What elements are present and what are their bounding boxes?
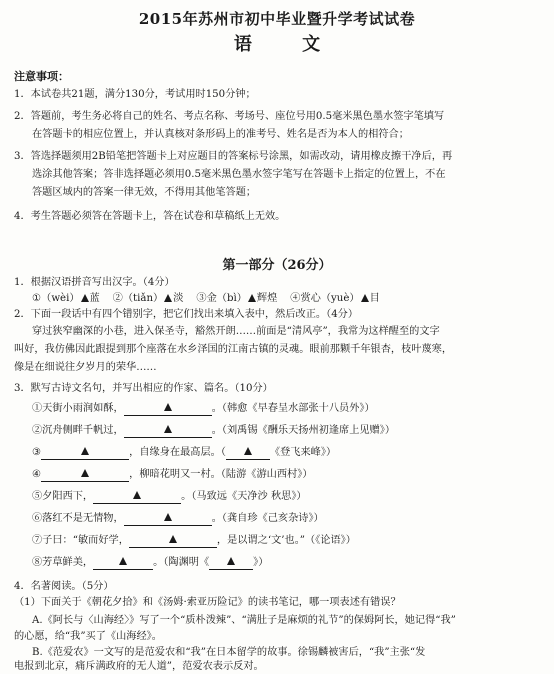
q2-stem: 2．下面一段话中有四个错别字，把它们找出来填入表中，然后改正。（4分） xyxy=(14,309,359,320)
q3-item xyxy=(32,512,324,526)
q1-pinyin-3: ③金（bì） xyxy=(196,293,247,304)
answer-triangle-icon xyxy=(133,491,141,499)
answer-triangle-icon xyxy=(119,557,127,565)
answer-blank[interactable] xyxy=(124,513,212,526)
q4-option-line: A.《阿长与〈山海经〉》写了一个“质朴泼辣”、“满肚子是麻烦的礼节”的保姆阿长，她记得“我” xyxy=(32,615,456,626)
q3-text: ②沉舟侧畔千帆过， xyxy=(32,425,124,436)
q3-text: ，柳暗花明又一村。（陆游《游山西村》） xyxy=(129,469,313,480)
answer-blank[interactable] xyxy=(209,557,253,570)
answer-blank[interactable] xyxy=(41,469,129,482)
notice-item: 1．本试卷共21题，满分130分，考试用时150分钟； xyxy=(14,89,256,100)
q1-stem: 1．根据汉语拼音写出汉字。（4分） xyxy=(14,277,175,288)
q3-text: ①天街小雨润如酥， xyxy=(32,403,124,414)
q2-text-line: 像是在细说往夕岁月的荣华…… xyxy=(14,362,157,373)
q3-text: ④ xyxy=(32,469,42,480)
q3-text: ③ xyxy=(32,447,42,458)
notice-item: 3．答选择题须用2B铅笔把答题卡上对应题目的答案标号涂黑，如需改动，请用橡皮擦干净后，再 xyxy=(14,151,453,162)
q4-subquestion: （1）下面关于《朝花夕拾》和《汤姆·索亚历险记》的读书笔记，哪一项表述有错误？ xyxy=(14,597,401,608)
q3-text: 。（马致远《天净沙 秋思》） xyxy=(181,491,307,502)
q1-word-4: 目 xyxy=(369,293,380,304)
q3-text: ，是以谓之‘文’也。”（《论语》） xyxy=(216,535,356,546)
q1-pinyin-1: ①（wèi） xyxy=(32,293,80,304)
q3-text: ⑤夕阳西下， xyxy=(32,491,94,502)
subject-title: 语 文 xyxy=(233,34,343,55)
answer-triangle-icon xyxy=(164,425,172,433)
q2-text-line: 穿过狭窄幽深的小巷，进入保圣寺，豁然开朗……前面是“清风亭”，我常为这样醒至的文字 xyxy=(32,326,440,337)
answer-triangle-icon xyxy=(164,403,172,411)
q4-option-line: B.《范爱农》一文写的是范爱农和“我”在日本留学的故事。徐锡麟被害后，“我”主张“发 xyxy=(32,647,426,658)
answer-triangle-icon xyxy=(244,447,252,455)
q3-stem: 3．默写古诗文名句，并写出相应的作家、篇名。（10分） xyxy=(14,383,273,394)
answer-blank[interactable] xyxy=(226,447,270,460)
q3-item xyxy=(32,534,356,548)
q1-pinyin-4: ④赏心（yuè） xyxy=(290,293,360,304)
q2-text-line: 叫好，我仿佛因此跟提到那个座落在水乡泽国的江南古镇的灵魂。眼前那颗千年银杏，枝叶蔑寒， xyxy=(14,344,453,355)
q3-item xyxy=(32,468,313,482)
q3-text: 》） xyxy=(253,557,269,568)
answer-blank[interactable] xyxy=(129,535,217,548)
answer-triangle-icon xyxy=(81,294,89,302)
answer-triangle-icon xyxy=(169,535,177,543)
q3-text: 。（陶渊明《 xyxy=(153,557,210,568)
q3-item xyxy=(32,446,336,460)
q3-item xyxy=(32,402,375,416)
q1-word-3: 辉煌 xyxy=(256,293,278,304)
exam-title: 2015年苏州市初中毕业暨升学考试试卷 xyxy=(138,10,416,28)
q3-item xyxy=(32,424,395,438)
q3-item xyxy=(32,490,307,504)
answer-blank[interactable] xyxy=(93,491,181,504)
q4-stem: 4．名著阅读。（5分） xyxy=(14,581,114,592)
answer-triangle-icon xyxy=(361,294,369,302)
q3-text: 。（龚自珍《己亥杂诗》） xyxy=(211,513,324,524)
answer-blank[interactable] xyxy=(93,557,153,570)
answer-triangle-icon xyxy=(227,557,235,565)
answer-blank[interactable] xyxy=(124,403,212,416)
notice-heading: 注意事项： xyxy=(14,70,69,83)
q4-option-line: 的心愿，给“我”买了《山海经》。 xyxy=(14,631,162,642)
notice-item: 答题区域内的答案一律无效，不得用其他笔答题； xyxy=(32,187,257,198)
answer-triangle-icon xyxy=(248,294,256,302)
q3-text: 《登飞来峰》） xyxy=(269,447,337,458)
notice-item: 4．考生答题必须答在答题卡上，答在试卷和草稿纸上无效。 xyxy=(14,211,286,222)
q3-text: ⑦子曰：“敏而好学， xyxy=(32,535,129,546)
q3-text: 。（韩愈《早春呈水部张十八员外》） xyxy=(211,403,375,414)
q1-pinyin-2: ②（tiǎn） xyxy=(112,293,164,304)
q3-text: 。（刘禹锡《酬乐天扬州初逢席上见赠》） xyxy=(211,425,396,436)
q3-item xyxy=(32,556,268,570)
answer-blank[interactable] xyxy=(41,447,129,460)
q1-word-1: 蓝 xyxy=(89,293,100,304)
q3-text: ⑥落红不是无情物， xyxy=(32,513,124,524)
notice-item: 选涂其他答案；答非选择题必须用0.5毫米黑色墨水签字笔写在答题卡上指定的位置上，不在 xyxy=(32,169,446,180)
q3-text: ⑧芳草鲜美， xyxy=(32,557,94,568)
q1-word-2: 淡 xyxy=(173,293,184,304)
notice-item: 在答题卡的相应位置上，并认真核对条形码上的准考号、姓名是否为本人的相符合； xyxy=(32,129,409,140)
part1-title: 第一部分（26分） xyxy=(222,258,332,273)
q3-text: ，自缘身在最高层。（ xyxy=(129,447,226,458)
answer-triangle-icon xyxy=(164,513,172,521)
answer-triangle-icon xyxy=(81,469,89,477)
answer-blank[interactable] xyxy=(124,425,212,438)
q4-option-line: 电报到北京，痛斥满政府的无人道”，范爱农表示反对。 xyxy=(14,661,264,672)
q1-items xyxy=(32,292,380,306)
answer-triangle-icon xyxy=(81,447,89,455)
answer-triangle-icon xyxy=(164,294,172,302)
notice-item: 2．答题前，考生务必将自己的姓名、考点名称、考场号、座位号用0.5毫米黑色墨水签字笔填写 xyxy=(14,111,445,122)
